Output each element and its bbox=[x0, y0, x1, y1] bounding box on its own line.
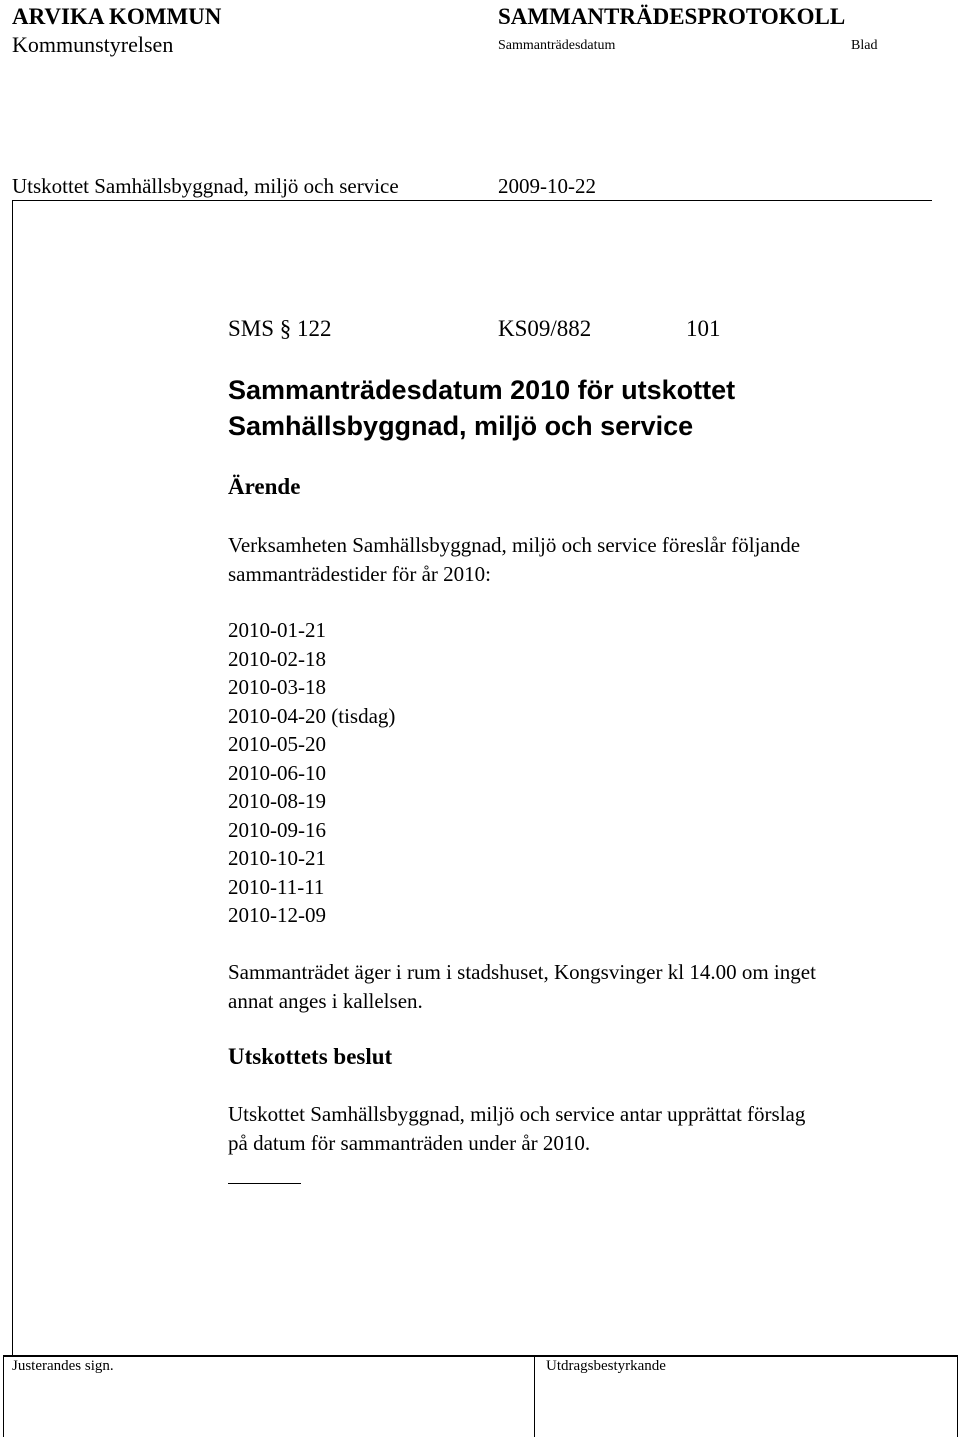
footer-divider bbox=[3, 1355, 4, 1437]
footer-divider bbox=[534, 1355, 535, 1437]
decision-text bbox=[228, 1100, 805, 1158]
list-item: 2010-10-21 bbox=[228, 846, 326, 870]
signature-label: Justerandes sign. bbox=[12, 1358, 114, 1374]
decision-line: Utskottet Samhällsbyggnad, miljö och service antar upprättat förslag bbox=[228, 1102, 806, 1126]
organization-name: ARVIKA KOMMUN bbox=[12, 4, 222, 29]
list-item: 2010-11-11 bbox=[228, 874, 325, 899]
decision-line: på datum för sammanträden under år 2010. bbox=[228, 1131, 591, 1155]
page-title bbox=[228, 372, 735, 444]
certification-label: Utdragsbestyrkande bbox=[546, 1358, 666, 1374]
left-margin-rule bbox=[12, 200, 13, 1355]
list-item: 2010-01-21 bbox=[228, 618, 326, 642]
matter-intro bbox=[228, 531, 800, 589]
document-type: SAMMANTRÄDESPROTOKOLL bbox=[498, 4, 846, 29]
location-line: Sammanträdet äger i rum i stadshuset, Kongsvinger kl 14.00 om inget bbox=[228, 960, 816, 984]
committee-name: Utskottet Samhällsbyggnad, miljö och service bbox=[12, 174, 399, 198]
list-item: 2010-09-16 bbox=[228, 817, 326, 842]
intro-line: sammanträdestider för år 2010: bbox=[228, 562, 491, 586]
page-number: 101 bbox=[686, 316, 721, 341]
list-item: 2010-08-19 bbox=[228, 789, 326, 813]
list-item: 2010-03-18 bbox=[228, 675, 326, 699]
case-number: KS09/882 bbox=[498, 316, 592, 341]
title-line: Samhällsbyggnad, miljö och service bbox=[228, 411, 694, 441]
end-rule bbox=[228, 1183, 301, 1184]
footer-divider bbox=[957, 1355, 958, 1437]
location-line: annat anges i kallelsen. bbox=[228, 989, 423, 1013]
meeting-dates-list bbox=[228, 616, 395, 930]
intro-line: Verksamheten Samhällsbyggnad, miljö och service föreslår följande bbox=[228, 533, 801, 557]
sheet-label: Blad bbox=[851, 38, 878, 53]
meeting-date-label: Sammanträdesdatum bbox=[498, 38, 616, 53]
header-rule bbox=[12, 200, 932, 201]
matter-heading: Ärende bbox=[228, 474, 301, 499]
paragraph-number: SMS § 122 bbox=[228, 316, 332, 341]
footer bbox=[3, 1355, 958, 1439]
decision-heading: Utskottets beslut bbox=[228, 1044, 393, 1069]
list-item: 2010-02-18 bbox=[228, 646, 326, 671]
meeting-date: 2009-10-22 bbox=[498, 174, 596, 198]
list-item: 2010-04-20 (tisdag) bbox=[228, 703, 396, 728]
list-item: 2010-05-20 bbox=[228, 732, 326, 756]
board-name: Kommunstyrelsen bbox=[12, 32, 174, 57]
list-item: 2010-12-09 bbox=[228, 903, 326, 927]
meeting-location bbox=[228, 958, 816, 1016]
list-item: 2010-06-10 bbox=[228, 760, 326, 785]
title-line: Sammanträdesdatum 2010 för utskottet bbox=[228, 375, 736, 405]
